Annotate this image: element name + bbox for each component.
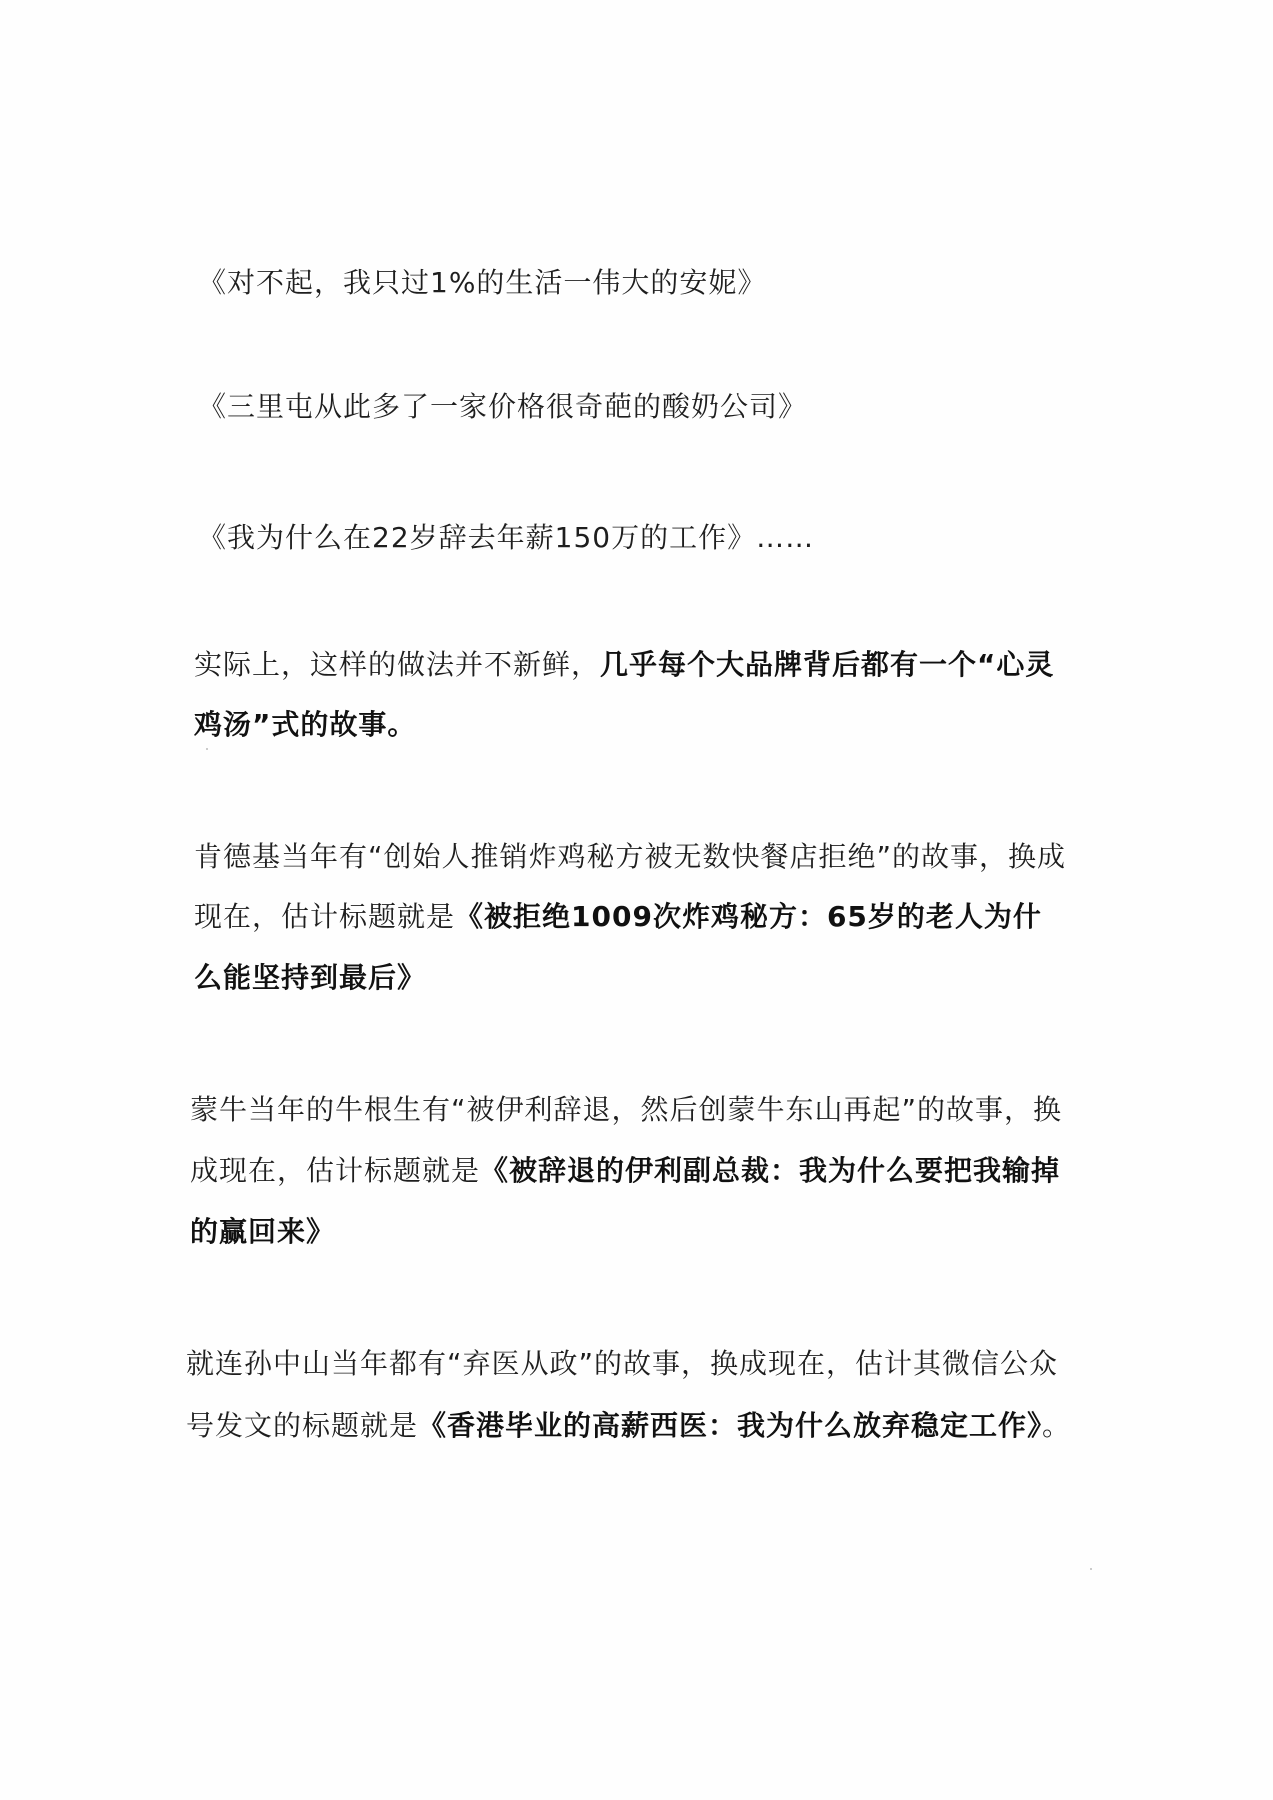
plain-text: 现在，估计标题就是 [194,900,456,933]
paragraph-line [186,1406,1071,1446]
paragraph-line: 的赢回来》 [190,1215,336,1248]
plain-text: 成现在，估计标题就是 [190,1154,481,1187]
paragraph-line [194,645,1054,685]
bold-text: 《香港毕业的高薪西医：我为什么放弃稳定工作》 [418,1409,1043,1442]
bold-text: 《被辞退的伊利副总裁：我为什么要把我输掉 [480,1154,1061,1187]
paragraph-line: 就连孙中山当年都有“弃医从政”的故事，换成现在，估计其微信公众 [186,1347,1059,1380]
paragraph-line: 肯德基当年有“创始人推销炸鸡秘方被无数快餐店拒绝”的故事，换成 [194,840,1067,873]
bold-text: 几乎每个大品牌背后都有一个“心灵 [600,648,1055,681]
bold-text: 《被拒绝1009次炸鸡秘方：65岁的老人为什 [455,900,1042,933]
book-title-2: 《三里屯从此多了一家价格很奇葩的酸奶公司》 [198,390,808,423]
plain-text: 。 [1042,1409,1072,1442]
paragraph-line: 么能坚持到最后》 [194,961,427,994]
scan-speck [1090,1568,1092,1570]
paragraph-line [194,897,1042,937]
paragraph-line [190,1151,1060,1191]
paragraph-line: 鸡汤”式的故事。 [194,708,417,741]
paragraph-line: 蒙牛当年的牛根生有“被伊利辞退，然后创蒙牛东山再起”的故事，换 [190,1093,1063,1126]
book-title-1: 《对不起，我只过1%的生活一伟大的安妮》 [198,266,767,299]
plain-text: 号发文的标题就是 [186,1409,419,1442]
scan-speck [206,748,208,750]
plain-text: 实际上，这样的做法并不新鲜， [194,648,601,681]
book-title-3: 《我为什么在22岁辞去年薪150万的工作》…… [198,521,815,554]
